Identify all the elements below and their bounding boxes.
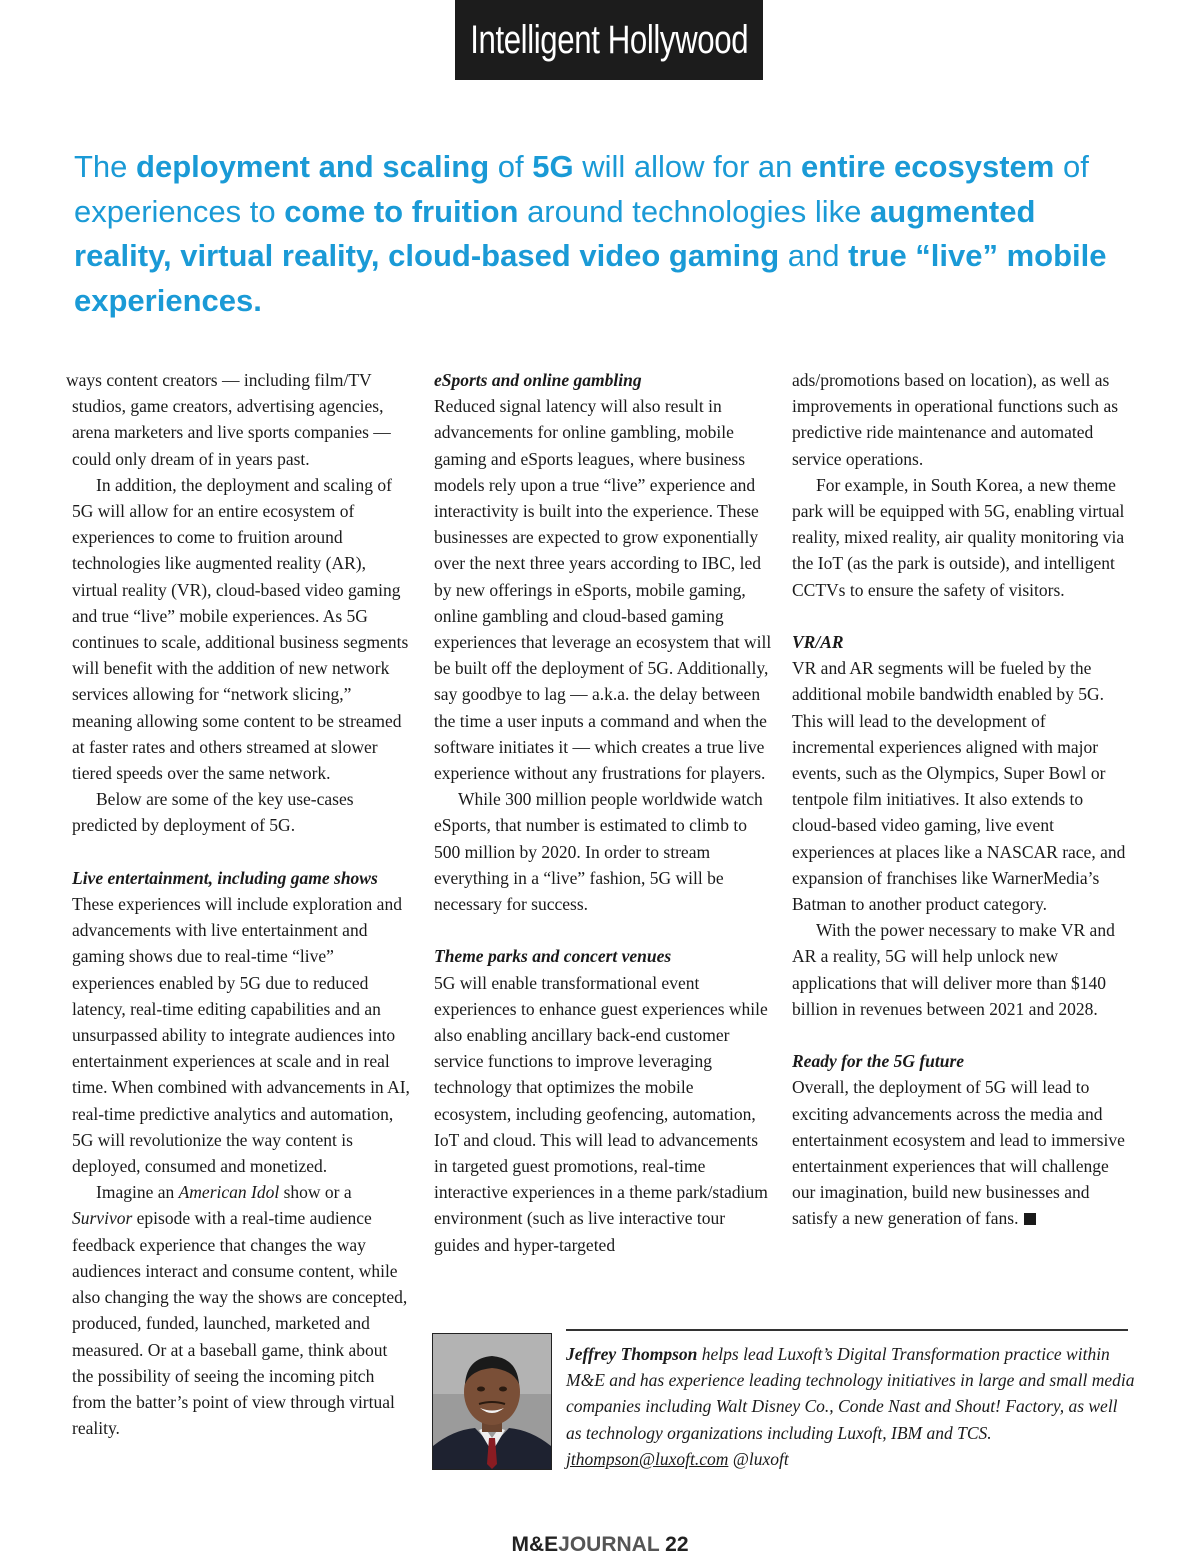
page-number: 22 — [665, 1533, 689, 1556]
author-name: Jeffrey Thompson — [566, 1344, 698, 1364]
paragraph: Reduced signal latency will also result in advancements for online gambling, mobile gaming and eSports leagues, where business models rely upon a true “live” experience and interactivity is built into the experience. These businesses are expected to grow exponentially over the next three years according to IBC, led by new offerings in eSports, mobile gaming, online gambling and cloud-based gaming experiences that leverage an ecosystem that will be built off the deployment of 5G. Additionally, say goodbye to lag — a.k.a. the delay between the time a user inputs a command and when the software initiates it — which creates a true live experience without any frustrations for players. — [434, 396, 772, 784]
author-handle: @luxoft — [728, 1448, 789, 1469]
author-email-link[interactable]: jthompson@luxoft.com — [566, 1448, 729, 1469]
paragraph: In addition, the deployment and scaling of 5G will allow for an entire ecosystem of experiences to come to fruition around technologies like augmented reality (AR), virtual reality (VR), cloud-based video gaming and true “live” mobile experiences. As 5G continues to scale, additional business segments will benefit with the addition of new network services allowing for “network slicing,” meaning allowing some content to be streamed at faster rates and others streamed at slower tiered speeds over the same network. — [72, 474, 409, 784]
paragraph: ways content creators — including film/TV studios, game creators, advertising agencies, arena marketers and live sports companies — could only dream of in years past. — [66, 370, 391, 469]
paragraph: While 300 million people worldwide watch eSports, that number is estimated to climb to 500 million by 2020. In order to stream everything in a “live” fashion, 5G will be necessary for success. — [434, 789, 763, 915]
page-footer — [0, 1533, 1200, 1557]
paragraph: For example, in South Korea, a new theme park will be equipped with 5G, enabling virtual reality, mixed reality, air quality monitoring via the IoT (as the park is outside), and intelligent CCTVs to ensure the safety of visitors. — [792, 474, 1125, 600]
section-title: Intelligent Hollywood — [470, 17, 748, 62]
section-heading: Ready for the 5G future — [792, 1051, 965, 1072]
section-heading: Theme parks and concert venues — [434, 946, 672, 967]
section-heading: Live entertainment, including game shows — [72, 867, 378, 888]
paragraph: These experiences will include exploration and advancements with live entertainment and gaming shows due to real-time “live” experiences enabled by 5G due to reduced latency, real-time editing capabilities and an unsurpassed ability to integrate audiences into entertainment experiences at scale and in real time. When combined with advancements in AI, real-time predictive analytics and automation, 5G will revolutionize the way content is deployed, consumed and monetized. — [72, 894, 410, 1177]
paragraph: Overall, the deployment of 5G will lead to exciting advancements across the media and entertainment ecosystem and lead to immersive entertainment experiences that will challenge our imagination, build new businesses and satisfy a new generation of fans. — [792, 1077, 1125, 1229]
bio-divider — [566, 1329, 1128, 1331]
section-heading: eSports and online gambling — [434, 370, 642, 390]
pull-quote: The deployment and scaling of 5G will allow for an entire ecosystem of experiences to come to fruition around technologies like augmented reality, virtual reality, cloud-based video gaming and true “live” mobile experiences. — [74, 149, 1107, 318]
end-mark-icon — [1024, 1213, 1036, 1225]
article-column-2 — [434, 367, 774, 1258]
author-bio: Jeffrey Thompson helps lead Luxoft’s Digital Transformation practice within M&E and has experience leading technology initiatives in large and small media companies including Walt Disney Co., Conde Nast and Shout! Factory, as well as technology organizations including Luxoft, IBM and TCS. jthompson@luxoft.com @luxoft — [566, 1344, 1135, 1469]
paragraph: ads/promotions based on location), as well as improvements in operational functions such as predictive ride maintenance and automated service operations. — [792, 370, 1119, 469]
section-heading: VR/AR — [792, 632, 844, 653]
article-column-3 — [792, 367, 1132, 1232]
paragraph: With the power necessary to make VR and AR a reality, 5G will help unlock new applications that will deliver more than $140 billion in revenues between 2021 and 2028. — [792, 920, 1115, 1019]
section-header — [455, 0, 763, 80]
paragraph: Imagine an American Idol show or a Survivor episode with a real-time audience feedback experience that changes the way audiences interact and consume content, while also changing the way the shows are concepted, produced, funded, launched, marketed and measured. Or at a baseball game, think about the possibility of seeing the incoming pitch from the batter’s point of view through virtual reality. — [72, 1182, 408, 1439]
paragraph: VR and AR segments will be fueled by the additional mobile bandwidth enabled by 5G. This will lead to the development of incremental experiences aligned with major events, such as the Olympics, Super Bowl or tentpole film initiatives. It also extends to cloud-based video gaming, live event experiences at places like a NASCAR race, and expansion of franchises like WarnerMedia’s Batman to another product category. — [792, 658, 1126, 915]
article-column-1 — [66, 367, 412, 1441]
paragraph: 5G will enable transformational event experiences to enhance guest experiences while also enabling ancillary back-end customer service functions to improve leveraging technology that optimizes the mobile ecosystem, including geofencing, automation, IoT and cloud. This will lead to advancements in targeted guest promotions, real-time interactive experiences in a theme park/stadium environment (such as live interactive tour guides and hyper-targeted — [434, 972, 768, 1255]
author-photo — [432, 1333, 552, 1470]
paragraph: Below are some of the key use-cases predicted by deployment of 5G. — [72, 789, 354, 836]
journal-name: JOURNAL — [558, 1533, 660, 1556]
journal-brand: M&E — [511, 1533, 559, 1556]
